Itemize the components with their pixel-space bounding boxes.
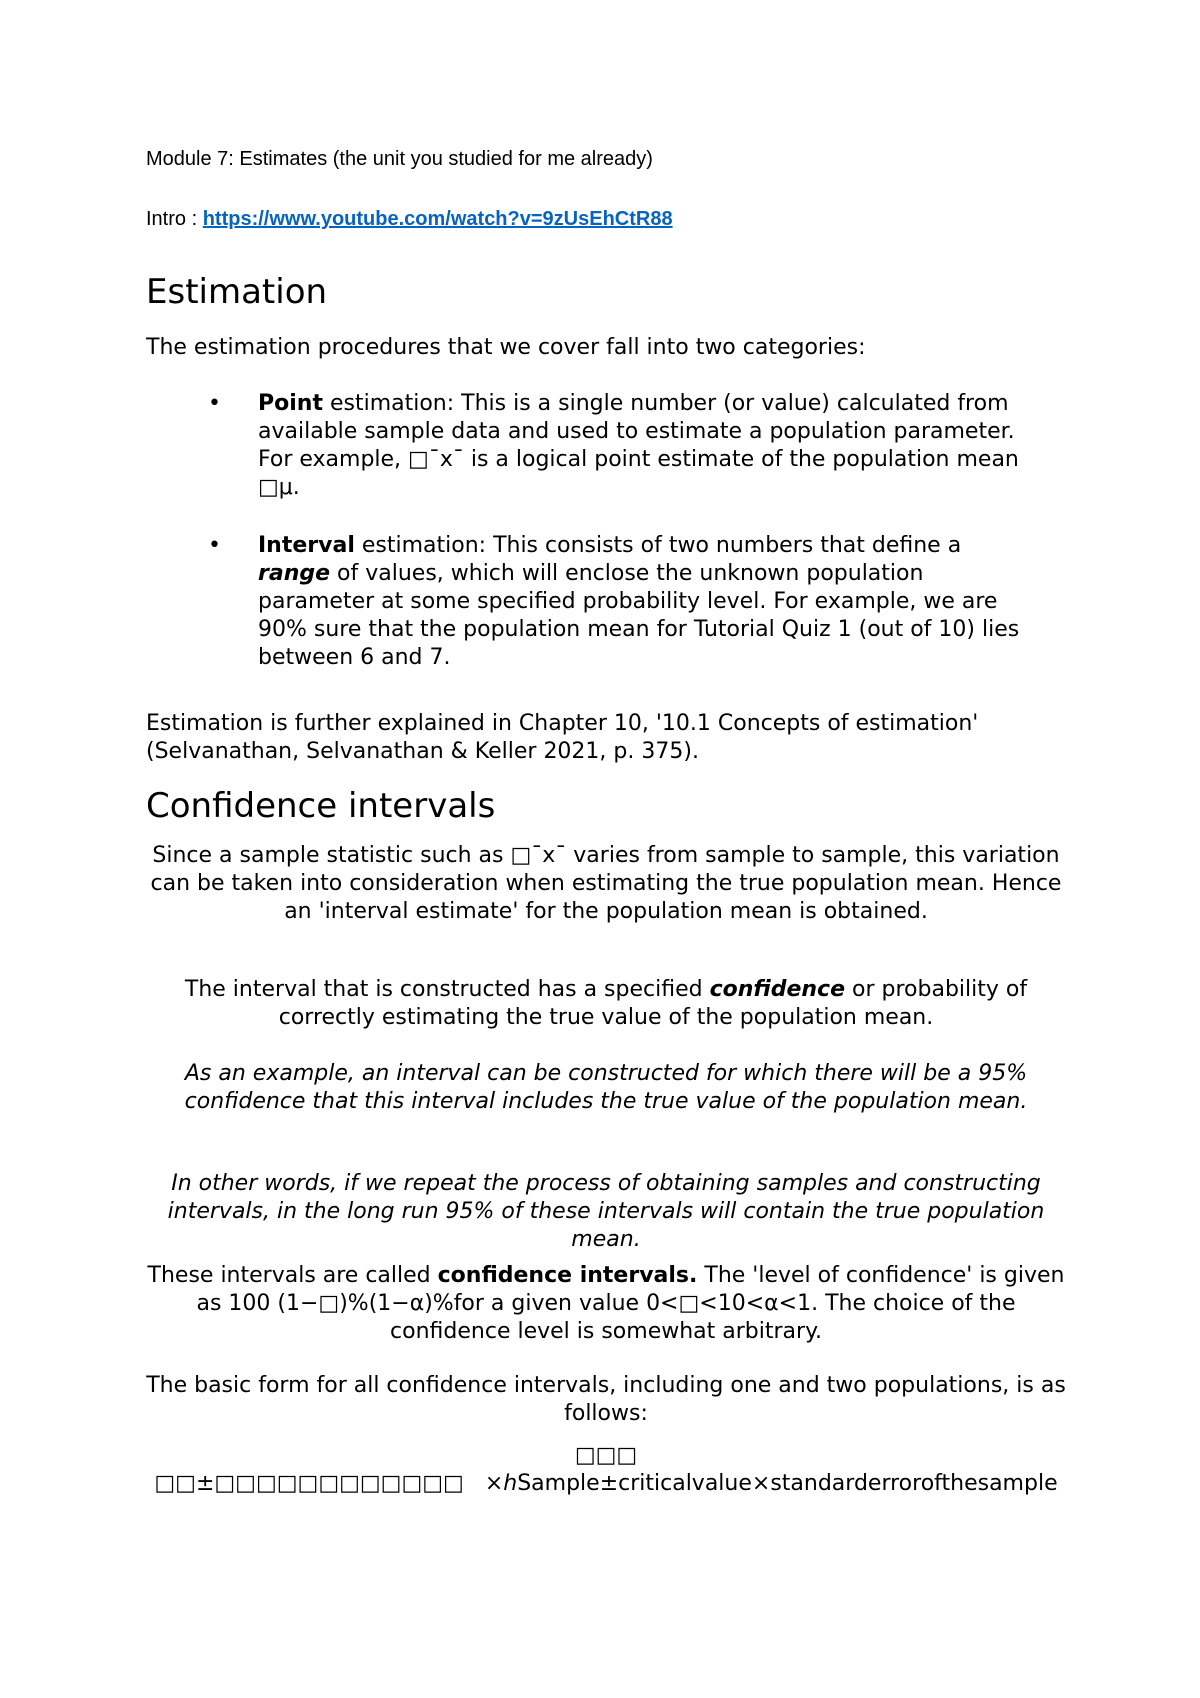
confidence-paragraph-5: [146, 1262, 1066, 1346]
list-item-interval: [208, 532, 1028, 672]
point-term: Point: [258, 391, 323, 416]
xbar-symbol: □¯x¯: [408, 447, 464, 472]
p5-math-1: (1−□)%: [277, 1291, 369, 1316]
estimation-intro: The estimation procedures that we cover fall into two categories:: [146, 335, 866, 360]
p1-xbar-symbol: □¯x¯: [510, 843, 567, 868]
p2-text-b: or probability of correctly estimating the true value of the population mean.: [278, 977, 1028, 1030]
p5-text-c: (1−α)%for a given value: [368, 1291, 647, 1316]
confidence-paragraph-6: The basic form for all confidence intervals, including one and two populations, is as follows:: [146, 1373, 1066, 1426]
intro-label: Intro :: [146, 208, 198, 230]
formula-text: ×ℎSample±criticalvalue×standarderrorofthesample: [484, 1471, 1058, 1496]
p5-text-d: 0<α<1. The choice of the confidence level is somewhat arbitrary.: [390, 1291, 1016, 1344]
confidence-formula: [146, 1442, 1066, 1498]
chapter-note: Estimation is further explained in Chapter 10, '10.1 Concepts of estimation' (Selvanathan, Selvanathan & Keller 2021, p. 375).: [146, 711, 979, 764]
intro-video-link[interactable]: https://www.youtube.com/watch?v=9zUsEhCtR88: [202, 208, 673, 230]
interval-term: Interval: [258, 533, 355, 558]
range-word: range: [258, 561, 331, 586]
p2-text-a: The interval that is constructed has a specified: [184, 977, 710, 1002]
interval-text-a: estimation: This consists of two numbers that define a: [354, 533, 962, 558]
confidence-paragraph-1: [146, 842, 1066, 926]
intro-line: [146, 208, 673, 231]
point-text-b: is a logical point estimate of the population mean: [463, 447, 1019, 472]
estimation-heading: Estimation: [146, 272, 328, 312]
estimation-categories-list: [208, 390, 1028, 672]
p1-text-b: varies from sample to sample, this variation can be taken into consideration when estimating the true population mean. Hence an 'interval estimate' for the population mean is obtained.: [150, 843, 1062, 924]
bullet-icon: •: [208, 533, 221, 558]
p5-math-2: 0<□<1: [646, 1291, 732, 1316]
confidence-heading: Confidence intervals: [146, 786, 496, 826]
p5-text-b: The 'level of confidence' is given as 100: [196, 1263, 1065, 1316]
confidence-paragraph-3: As an example, an interval can be constructed for which there will be a 95% confidence that this interval includes the true value of the population mean.: [184, 1061, 1028, 1114]
point-text-a: estimation: This is a single number (or value) calculated from available sample data and used to estimate a population parameter. For example,: [258, 391, 1015, 472]
formula-boxes: □□□ □□±□□□□□□□□□□□□: [154, 1443, 638, 1496]
p5-text-a: These intervals are called: [147, 1263, 438, 1288]
list-item-point: [208, 390, 1028, 502]
confidence-paragraph-2: [146, 976, 1066, 1032]
module-title: Module 7: Estimates (the unit you studied for me already): [146, 148, 653, 170]
p1-text-a: Since a sample statistic such as: [152, 843, 511, 868]
interval-text-b: of values, which will enclose the unknown population parameter at some specified probability level. For example, we are 90% sure that the population mean for Tutorial Quiz 1 (out of 10) lies between 6 and 7.: [258, 561, 1020, 670]
confidence-word: confidence: [709, 977, 846, 1002]
mu-symbol: □μ.: [258, 475, 300, 500]
bullet-icon: •: [208, 391, 221, 416]
confidence-paragraph-4: In other words, if we repeat the process of obtaining samples and constructing intervals, in the long run 95% of these intervals will contain the true population mean.: [167, 1171, 1045, 1252]
confidence-intervals-term: confidence intervals.: [437, 1263, 698, 1288]
